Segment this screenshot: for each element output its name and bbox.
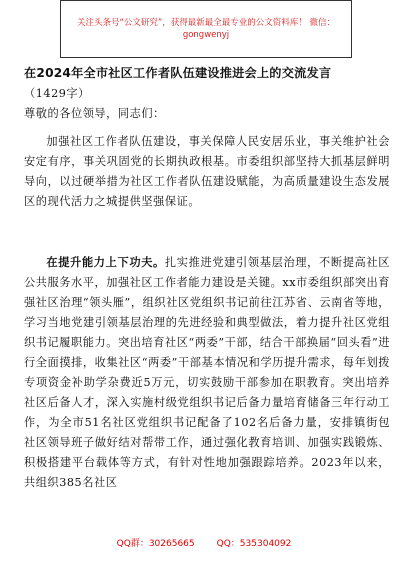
paragraph-capability [24, 252, 390, 493]
paragraph-body: 扎实推进党建引领基层治理，不断提高社区公共服务水平，加强社区工作者能力建设是关键。xx市委组织部突出育强社区治理“领头雁”，组织社区党组织书记前往江苏省、云南省等地，学习当地党建引领基层治理的先进经验和典型做法，着力提升社区党组织书记履职能力。突出培育社区“两委”干部，结合干部换届“回头看”进行全面摸排，收集社区“两委”干部基本情况和学历提升需求，每年划拨专项资金补助学杂费近5万元，切实鼓励干部参加在职教育。突出培养社区后备人才，深入实施村级党组织书记后备力量培育储备三年行动工作，为全市51名社区党组织书记配备了102名后备力量，安排镇街包社区领导班子做好结对帮带工作，通过强化教育培训、加强实践锻炼、积极搭建平台载体等方式，有针对性地加强跟踪培养。2023年以来，共组织385名社区 [24, 256, 390, 489]
word-count: （1429字） [24, 87, 90, 100]
paragraph-lead: 在提升能力上下功夫。 [46, 255, 165, 269]
qq-contact: QQ：535304092 [216, 539, 292, 549]
promo-banner [60, 0, 352, 58]
promo-banner-text: 关注头条号“公文研究”，获得最新最全最专业的公文资料库！ 微信：gongwenyj [76, 18, 335, 40]
greeting: 尊敬的各位领导，同志们： [24, 107, 165, 120]
paragraph-intro: 加强社区工作者队伍建设，事关保障人民安居乐业，事关维护社会安定有序，事关巩固党的长期执政根基。市委组织部坚持大抓基层鲜明导向，以过硬举措为社区工作者队伍建设赋能，为高质量建设生态发展区的现代活力之城提供坚强保证。 [24, 135, 390, 208]
qq-group: QQ群：30265665 [116, 539, 195, 549]
document-title: 在2024年全市社区工作者队伍建设推进会上的交流发言 [24, 66, 332, 80]
contact-footer [0, 537, 408, 551]
